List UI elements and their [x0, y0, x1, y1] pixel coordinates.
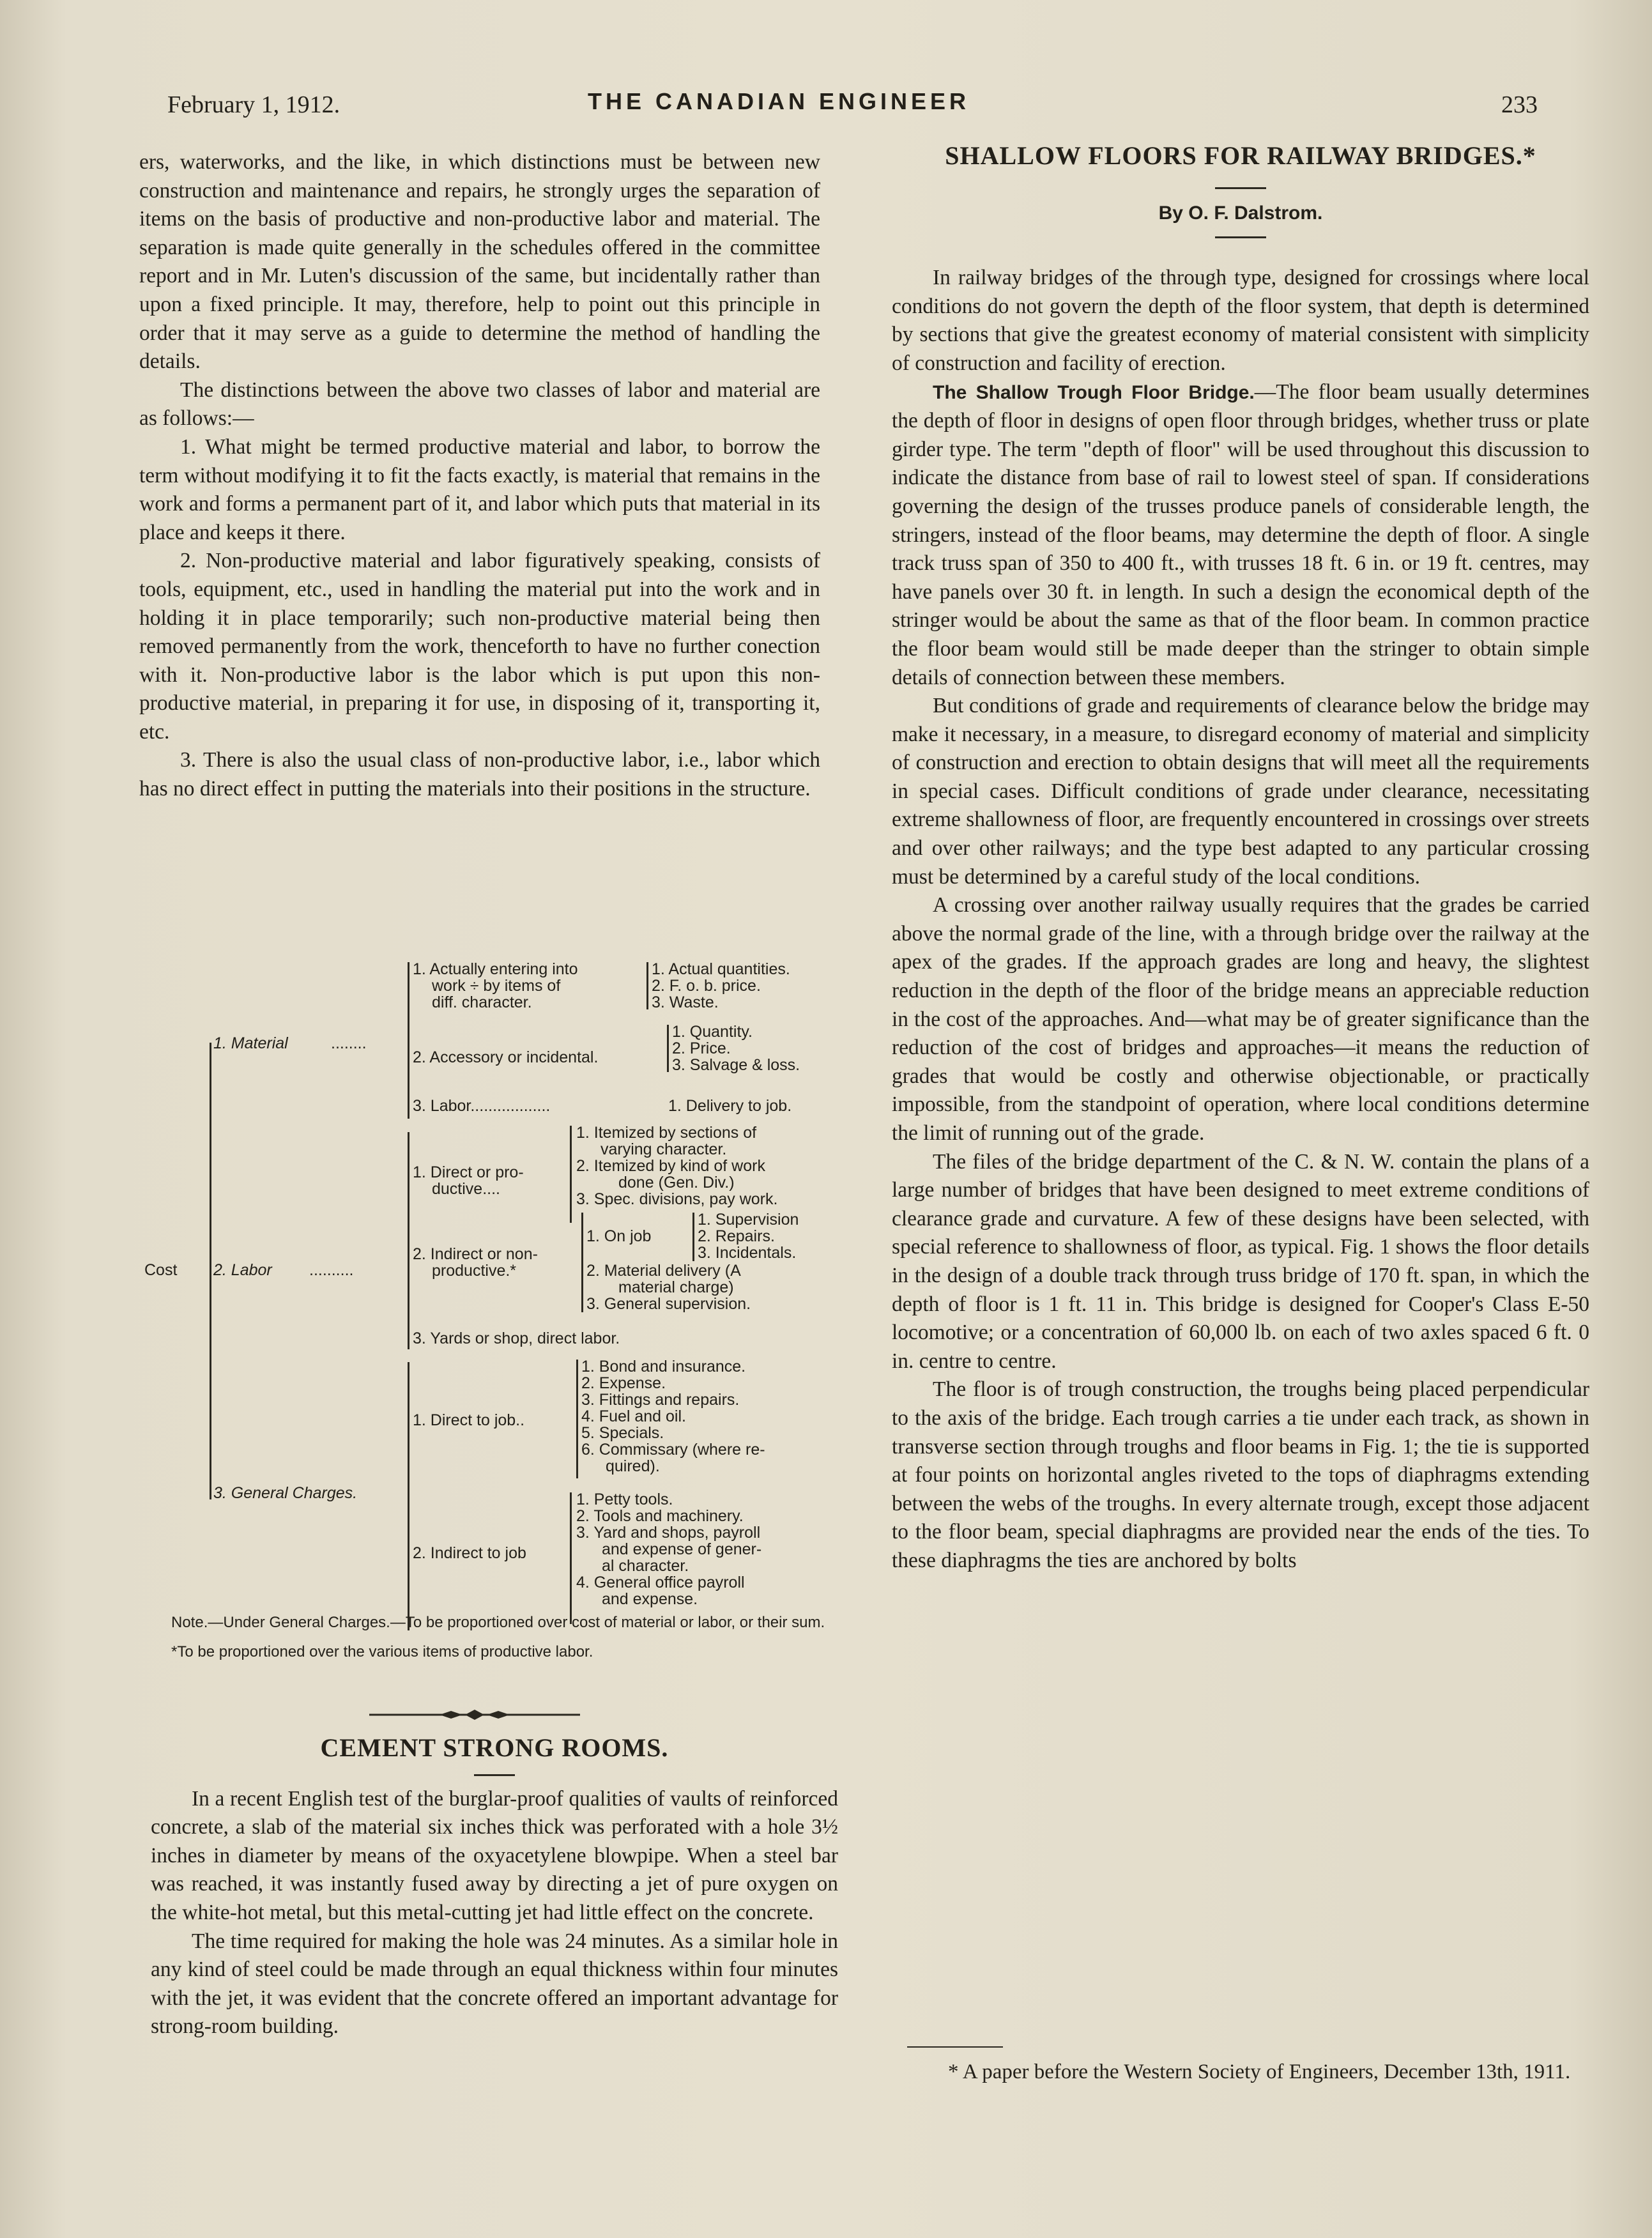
- labor-item-1: 1. Direct or pro-: [413, 1163, 524, 1181]
- left-paragraph-2: The distinctions between the above two classes of labor and material are as follows:—: [139, 378, 820, 431]
- left-paragraph-1: ers, waterworks, and the like, in which distinctions must be between new construction and maintenance and repairs, he strongly urges the separation of items on the basis of productive and non-productive labor and material. The separation is made quite generally in the schedules offered in the committee report and in Mr. Luten's discussion of the same, but incidentally rather than upon a fixed principle. It may, therefore, help to point out this principle in order that it may serve as a guide to determine the method of handling the details.: [139, 150, 820, 374]
- footnote-rule: [907, 2046, 1003, 2048]
- header-journal-title: THE CANADIAN ENGINEER: [588, 88, 970, 114]
- main-bracket: [210, 1043, 211, 1499]
- title-rule: [1215, 187, 1266, 189]
- bridge-paragraph-3: But conditions of grade and requirements of clearance below the bridge may make it necessary, in a measure, to disregard economy of material and simplicity of construction and erection to obtain designs that will meet all the requirements in special cases. Difficult conditions of grade under clearance, necessitating extreme shallowness of floor, are frequently encountered in crossings over streets and over other railways; and the type best adapted to any particular crossing must be determined by a careful study of the local conditions.: [892, 694, 1589, 889]
- bridge-paragraph-1: In railway bridges of the through type, designed for crossings where local conditions do not govern the depth of the floor system, that depth is determined by sections that give the greatest economy of material consistent with simplicity of construction and facility of erection.: [892, 266, 1589, 375]
- left-paragraph-4: 2. Non-productive material and labor figuratively speaking, consists of tools, equipment, etc., used in handling the material put into the work and in holding it in place temporarily; such non-productive material being then removed permanently from the work, thenceforth to have no further conection with it. Non-productive labor is the labor which is put upon this non-productive material, in preparing it for use, in disposing of it, transporting it, etc.: [139, 549, 820, 744]
- section-ornament: [369, 1708, 580, 1721]
- material-label: 1. Material: [213, 1034, 288, 1052]
- left-paragraph-5: 3. There is also the usual class of non-productive labor, i.e., labor which has no direct effect in putting the materials into their positions in the structure.: [139, 748, 820, 801]
- material-item-1: 1. Actually entering into: [413, 960, 578, 978]
- general-bracket: [408, 1362, 409, 1630]
- general-item-1: 1. Direct to job..: [413, 1411, 525, 1429]
- material-bracket: [408, 962, 409, 1119]
- header-page-number: 233: [1501, 91, 1538, 118]
- left-paragraph-3: 1. What might be termed productive material and labor, to borrow the term without modifying it to fit the facts exactly, is material that remains in the work and forms a permanent part of it, and labor which puts that material in its place and keeps it there.: [139, 434, 820, 544]
- cement-article-title: CEMENT STRONG ROOMS.: [320, 1733, 669, 1762]
- left-column: [139, 148, 820, 804]
- cement-paragraph-1: In a recent English test of the burglar-proof qualities of vaults of reinforced concrete, a slab of the material six inches thick was perforated with a hole 3½ inches in diameter by means of the oxyacetylene blowpipe. When a steel bar was reached, it was instantly fused away by directing a jet of pure oxygen on the white-hot metal, but this metal-cutting jet had little effect on the concrete.: [151, 1786, 838, 1924]
- section-heading: The Shallow Trough Floor Bridge.: [933, 381, 1255, 403]
- cost-classification-diagram: Cost 1. Material ........ 1. Actually entering into work ÷ by items of diff. character. 1. Actual quantities. 2. F. o. b. price. 3. Waste. 2. Accessory or incidental. 1. Quantity. 2. Price. 3. Salvage & loss. 3. Labor.................. 1. Delivery to job. 2. Labor .......... 1. Direct or pro- ductive.... 1. Itemized by sections of varying character. 2. Itemized by kind of work done (Gen. Div.) 3. Spec. divisions, pay work. 2. Indirect or non- productive.* 1. On job 1. Supervision 2. Repairs. 3. Incidentals. 2. Material delivery (A material charge) 3. General supervision. 3. Yards or shop, direct labor. 3. General Charges. 1. Direct to job.. 1. Bond and insurance. 2. Expense. 3. Fittings and repairs. 4. Fuel and oil. 5. Specials. 6. Commissary (where re- quired). 2. Indirect to job 1. Petty tools. 2. Tools and machinery. 3. Yard and shops, payroll and expense of gener- al character. 4. General office payroll and expense.: [144, 953, 841, 1656]
- labor-label: 2. Labor: [213, 1261, 272, 1279]
- bridge-paragraph-6: The floor is of trough construction, the troughs being placed perpendicular to the axis of the bridge. Each trough carries a tie under each track, as shown in transverse section through troughs and floor beams in Fig. 1; the tie is supported at four points on horizontal angles riveted to the tops of diaphragms extending between the webs of the troughs. In every alternate trough, except those adjacent to the floor beam, special diaphragms are provided near the ends of the ties. To these diaphragms the ties are anchored by bolts: [892, 1377, 1589, 1572]
- author-byline: By O. F. Dalstrom.: [1158, 202, 1323, 224]
- title-rule: [474, 1774, 515, 1776]
- byline-rule: [1215, 236, 1266, 238]
- general-item-2: 2. Indirect to job: [413, 1544, 526, 1562]
- header-date: February 1, 1912.: [167, 91, 340, 118]
- bridge-paragraph-4: A crossing over another railway usually requires that the grades be carried above the normal grade of the line, with a through bridge over the railway at the apex of the grades. If the approach grades are long and heavy, the slightest reduction in the depth of the floor of the bridge means an appreciable reduction in the cost of the approaches. And—what may be of greater significance than the reduction of the cost of bridges and approaches—it means the reduction of grades that would be costly and otherwise objectionable, or practically impossible, from the standpoint of operation, where local conditions determine the limit of running out of the grade.: [892, 893, 1589, 1145]
- general-charges-note: Note.—Under General Charges.—To be proportioned over cost of material or labor, or their sum.: [171, 1614, 825, 1631]
- labor-bracket: [408, 1132, 409, 1349]
- labor-item-3: 3. Yards or shop, direct labor.: [413, 1330, 620, 1347]
- bridge-paragraph-2: —The floor beam usually determines the depth of floor in designs of open floor through bridges, whether truss or plate girder type. The term "depth of floor" will be used throughout this discussion to indicate the distance from base of rail to lowest steel of span. If considerations governing the design of the trusses produce panels of considerable length, the stringers, instead of the floor beams, may determine the depth of floor. A single track truss span of 350 to 400 ft., with trusses 18 ft. 6 in. or 19 ft. centres, may have panels over 30 ft. in length. In such a design the economical depth of the stringer would be about the same as that of the floor beam. In common practice the floor beam would still be made deeper than the stringer to obtain simple details of connection between these members.: [892, 379, 1589, 689]
- material-item-2: 2. Accessory or incidental.: [413, 1048, 599, 1066]
- diagram-notes: [171, 1614, 836, 1661]
- cost-label: Cost: [144, 1261, 178, 1279]
- material-item-3: 3. Labor..................: [413, 1097, 551, 1115]
- labor-item-2: 2. Indirect or non-: [413, 1245, 538, 1263]
- general-charges-label: 3. General Charges.: [213, 1484, 358, 1502]
- footnote-text: * A paper before the Western Society of Engineers, December 13th, 1911.: [948, 2060, 1571, 2083]
- cement-article: [151, 1734, 838, 2041]
- productive-labor-footnote: *To be proportioned over the various items of productive labor.: [171, 1643, 593, 1660]
- right-column: [892, 142, 1589, 1575]
- article-footnote: [907, 2046, 1591, 2086]
- bridge-article-title: SHALLOW FLOORS FOR RAILWAY BRIDGES.*: [945, 141, 1536, 170]
- cement-paragraph-2: The time required for making the hole was 24 minutes. As a similar hole in any kind of steel could be made through an equal thickness within four minutes with the jet, it was evident that the concrete offered an important advantage for strong-room building.: [151, 1929, 838, 2039]
- bridge-paragraph-5: The files of the bridge department of the C. & N. W. contain the plans of a large number of bridges that have been designed to meet extreme conditions of clearance grade and curvature. A few of these designs have been selected, with special reference to shallowness of floor, as typical. Fig. 1 shows the floor details in the design of a double track through truss bridge of 170 ft. span, in which the depth of floor is 1 ft. 11 in. This bridge is designed for Cooper's Class E-50 locomotive; or a concentration of 60,000 lb. on each of two axles spaced 6 ft. 0 in. centre to centre.: [892, 1149, 1589, 1373]
